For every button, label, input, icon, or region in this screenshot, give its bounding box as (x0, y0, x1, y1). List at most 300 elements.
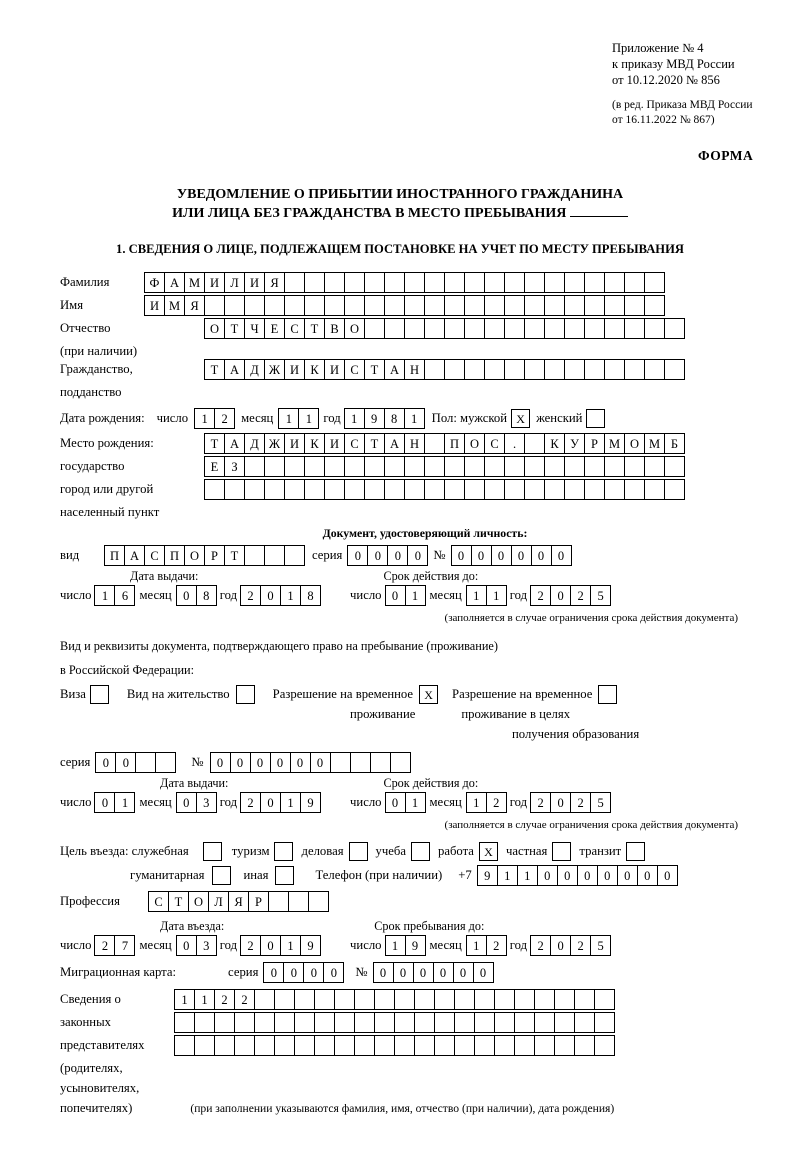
cell[interactable] (554, 1035, 575, 1056)
cell[interactable] (374, 1012, 395, 1033)
cell[interactable] (604, 456, 625, 477)
input-entry-month[interactable] (176, 935, 216, 956)
cell[interactable]: Т (304, 318, 325, 339)
input-stay-number[interactable] (210, 752, 410, 773)
cell[interactable] (304, 479, 325, 500)
cell[interactable] (534, 1035, 555, 1056)
cell[interactable] (584, 272, 605, 293)
cell[interactable]: 0 (551, 545, 572, 566)
cell[interactable] (204, 295, 225, 316)
input-citizenship[interactable] (204, 359, 684, 380)
cell[interactable] (524, 479, 545, 500)
cell[interactable] (594, 1012, 615, 1033)
cell[interactable] (564, 479, 585, 500)
cell[interactable]: П (444, 433, 465, 454)
cell[interactable] (514, 1035, 535, 1056)
cell[interactable]: 0 (94, 792, 115, 813)
cell[interactable] (584, 359, 605, 380)
cell[interactable] (424, 456, 445, 477)
cell[interactable] (544, 272, 565, 293)
cell[interactable] (394, 1012, 415, 1033)
cell[interactable] (424, 433, 445, 454)
cell[interactable]: 8 (384, 408, 405, 429)
cell[interactable]: 1 (280, 792, 301, 813)
cell[interactable]: 2 (530, 935, 551, 956)
cell[interactable] (264, 456, 285, 477)
cell[interactable]: С (144, 545, 165, 566)
checkbox-sex-female[interactable] (586, 409, 605, 428)
cell[interactable] (268, 891, 289, 912)
cell[interactable]: И (204, 272, 225, 293)
cell[interactable]: 1 (466, 585, 487, 606)
cell[interactable] (364, 318, 385, 339)
cell[interactable]: 0 (210, 752, 231, 773)
input-doc-valid-year[interactable] (530, 585, 610, 606)
cell[interactable]: Р (248, 891, 269, 912)
cell[interactable] (264, 545, 285, 566)
cell[interactable] (214, 1035, 235, 1056)
cell[interactable]: 5 (590, 935, 611, 956)
cell[interactable]: 2 (530, 585, 551, 606)
input-doc-issue-month[interactable] (176, 585, 216, 606)
input-doc-issue-day[interactable] (94, 585, 134, 606)
cell[interactable] (374, 1035, 395, 1056)
cell[interactable]: М (164, 295, 185, 316)
cell[interactable]: Ф (144, 272, 165, 293)
cell[interactable]: Ж (264, 433, 285, 454)
cell[interactable]: М (184, 272, 205, 293)
cell[interactable] (574, 1012, 595, 1033)
cell[interactable] (390, 752, 411, 773)
cell[interactable]: М (604, 433, 625, 454)
input-stay-issue-month[interactable] (176, 792, 216, 813)
cell[interactable]: Р (204, 545, 225, 566)
cell[interactable] (174, 1012, 195, 1033)
cell[interactable]: С (344, 433, 365, 454)
cell[interactable]: А (384, 359, 405, 380)
cell[interactable]: 0 (473, 962, 494, 983)
cell[interactable]: 0 (550, 935, 571, 956)
cell[interactable] (404, 456, 425, 477)
cell[interactable]: 0 (557, 865, 578, 886)
cell[interactable]: Д (244, 359, 265, 380)
cell[interactable] (524, 318, 545, 339)
cell[interactable]: 1 (280, 935, 301, 956)
cell[interactable] (135, 752, 156, 773)
cell[interactable] (350, 752, 371, 773)
cell[interactable]: О (624, 433, 645, 454)
cell[interactable] (494, 1035, 515, 1056)
cell[interactable]: 1 (298, 408, 319, 429)
cell[interactable]: С (484, 433, 505, 454)
cell[interactable]: 0 (385, 792, 406, 813)
cell[interactable]: 0 (230, 752, 251, 773)
cell[interactable]: О (344, 318, 365, 339)
cell[interactable] (504, 272, 525, 293)
input-stay-valid-day[interactable] (385, 792, 425, 813)
cell[interactable] (564, 272, 585, 293)
cell[interactable]: 0 (407, 545, 428, 566)
cell[interactable]: 8 (196, 585, 217, 606)
cell[interactable]: З (224, 456, 245, 477)
cell[interactable] (604, 479, 625, 500)
cell[interactable] (454, 1035, 475, 1056)
cell[interactable] (554, 1012, 575, 1033)
cell[interactable]: 0 (290, 752, 311, 773)
cell[interactable] (584, 479, 605, 500)
cell[interactable]: А (224, 433, 245, 454)
input-mig-number[interactable] (373, 962, 493, 983)
cell[interactable] (324, 479, 345, 500)
cell[interactable]: К (304, 433, 325, 454)
cell[interactable]: Н (404, 433, 425, 454)
cell[interactable]: Р (584, 433, 605, 454)
cell[interactable]: И (284, 433, 305, 454)
cell[interactable] (484, 272, 505, 293)
cell[interactable]: 0 (413, 962, 434, 983)
cell[interactable] (544, 318, 565, 339)
cell[interactable] (524, 272, 545, 293)
cell[interactable] (624, 456, 645, 477)
input-phone[interactable] (477, 865, 677, 886)
cell[interactable] (544, 359, 565, 380)
cell[interactable]: 5 (590, 585, 611, 606)
cell[interactable]: П (164, 545, 185, 566)
checkbox-visa[interactable] (90, 685, 109, 704)
cell[interactable] (504, 318, 525, 339)
cell[interactable] (504, 295, 525, 316)
cell[interactable] (564, 295, 585, 316)
cell[interactable] (484, 359, 505, 380)
cell[interactable] (484, 295, 505, 316)
cell[interactable]: 8 (300, 585, 321, 606)
cell[interactable] (244, 295, 265, 316)
cell[interactable]: 0 (176, 585, 197, 606)
cell[interactable] (334, 1035, 355, 1056)
cell[interactable] (384, 479, 405, 500)
cell[interactable] (234, 1012, 255, 1033)
cell[interactable] (644, 295, 665, 316)
cell[interactable] (244, 479, 265, 500)
cell[interactable] (444, 318, 465, 339)
cell[interactable] (474, 1012, 495, 1033)
cell[interactable]: Т (168, 891, 189, 912)
cell[interactable] (308, 891, 329, 912)
cell[interactable]: О (204, 318, 225, 339)
cell[interactable] (314, 1035, 335, 1056)
cell[interactable] (644, 318, 665, 339)
cell[interactable]: 0 (303, 962, 324, 983)
cell[interactable] (434, 989, 455, 1010)
cell[interactable] (374, 989, 395, 1010)
cell[interactable] (394, 989, 415, 1010)
cell[interactable]: 2 (240, 792, 261, 813)
cell[interactable] (155, 752, 176, 773)
cell[interactable]: 0 (511, 545, 532, 566)
checkbox-purpose-study[interactable] (411, 842, 430, 861)
input-stay-issue-day[interactable] (94, 792, 134, 813)
cell[interactable] (288, 891, 309, 912)
cell[interactable]: 1 (194, 989, 215, 1010)
cell[interactable]: 9 (364, 408, 385, 429)
cell[interactable]: С (344, 359, 365, 380)
cell[interactable] (584, 456, 605, 477)
cell[interactable]: С (148, 891, 169, 912)
cell[interactable] (514, 989, 535, 1010)
cell[interactable]: Я (184, 295, 205, 316)
cell[interactable] (444, 479, 465, 500)
cell[interactable] (604, 318, 625, 339)
cell[interactable] (414, 1012, 435, 1033)
cell[interactable] (364, 295, 385, 316)
cell[interactable] (534, 989, 555, 1010)
cell[interactable] (444, 272, 465, 293)
cell[interactable]: 0 (385, 585, 406, 606)
input-surname[interactable] (144, 272, 664, 293)
cell[interactable]: 1 (344, 408, 365, 429)
input-doc-series[interactable] (347, 545, 427, 566)
cell[interactable] (424, 359, 445, 380)
cell[interactable]: 1 (405, 585, 426, 606)
input-doc-number[interactable] (451, 545, 571, 566)
cell[interactable] (334, 989, 355, 1010)
input-stay-until-month[interactable] (466, 935, 506, 956)
cell[interactable] (264, 479, 285, 500)
input-stay-valid-year[interactable] (530, 792, 610, 813)
input-birth-place-row1[interactable] (204, 433, 684, 454)
cell[interactable]: Л (208, 891, 229, 912)
checkbox-edu-residence[interactable] (598, 685, 617, 704)
cell[interactable] (370, 752, 391, 773)
cell[interactable]: 1 (94, 585, 115, 606)
cell[interactable] (554, 989, 575, 1010)
cell[interactable]: 2 (570, 935, 591, 956)
checkbox-purpose-tourism[interactable] (274, 842, 293, 861)
cell[interactable] (284, 295, 305, 316)
cell[interactable]: 0 (310, 752, 331, 773)
cell[interactable] (394, 1035, 415, 1056)
cell[interactable] (314, 989, 335, 1010)
cell[interactable] (544, 456, 565, 477)
cell[interactable] (464, 456, 485, 477)
cell[interactable]: 2 (570, 585, 591, 606)
cell[interactable] (404, 272, 425, 293)
cell[interactable]: 0 (531, 545, 552, 566)
cell[interactable]: 0 (260, 792, 281, 813)
cell[interactable]: К (304, 359, 325, 380)
checkbox-purpose-work[interactable]: X (479, 842, 498, 861)
cell[interactable]: 0 (393, 962, 414, 983)
input-name[interactable] (144, 295, 664, 316)
checkbox-purpose-humanitarian[interactable] (212, 866, 231, 885)
cell[interactable]: Е (264, 318, 285, 339)
cell[interactable]: 1 (466, 792, 487, 813)
input-birth-day[interactable] (194, 408, 234, 429)
cell[interactable] (594, 1035, 615, 1056)
cell[interactable] (414, 1035, 435, 1056)
cell[interactable]: 9 (300, 935, 321, 956)
cell[interactable] (624, 318, 645, 339)
cell[interactable] (464, 295, 485, 316)
cell[interactable] (534, 1012, 555, 1033)
cell[interactable] (344, 272, 365, 293)
cell[interactable]: Ч (244, 318, 265, 339)
cell[interactable]: 0 (471, 545, 492, 566)
cell[interactable]: 1 (517, 865, 538, 886)
cell[interactable]: О (464, 433, 485, 454)
cell[interactable] (204, 479, 225, 500)
checkbox-purpose-private[interactable] (552, 842, 571, 861)
cell[interactable]: 0 (453, 962, 474, 983)
cell[interactable]: 3 (196, 935, 217, 956)
cell[interactable] (194, 1035, 215, 1056)
cell[interactable]: 3 (196, 792, 217, 813)
cell[interactable] (174, 1035, 195, 1056)
cell[interactable]: 0 (176, 792, 197, 813)
cell[interactable] (474, 1035, 495, 1056)
cell[interactable] (504, 456, 525, 477)
cell[interactable]: 0 (491, 545, 512, 566)
cell[interactable]: Т (224, 318, 245, 339)
cell[interactable] (504, 479, 525, 500)
cell[interactable]: 0 (263, 962, 284, 983)
input-legal-rep-row2[interactable] (174, 1012, 614, 1033)
cell[interactable]: 2 (486, 792, 507, 813)
cell[interactable]: Н (404, 359, 425, 380)
checkbox-residence[interactable] (236, 685, 255, 704)
cell[interactable]: 0 (451, 545, 472, 566)
cell[interactable]: 6 (114, 585, 135, 606)
cell[interactable] (564, 359, 585, 380)
input-stay-series[interactable] (95, 752, 175, 773)
cell[interactable] (604, 272, 625, 293)
cell[interactable] (294, 1035, 315, 1056)
cell[interactable]: О (184, 545, 205, 566)
input-legal-rep-row3[interactable] (174, 1035, 614, 1056)
cell[interactable] (404, 318, 425, 339)
cell[interactable]: 1 (385, 935, 406, 956)
cell[interactable]: 0 (347, 545, 368, 566)
cell[interactable]: И (324, 433, 345, 454)
cell[interactable]: П (104, 545, 125, 566)
cell[interactable]: 0 (597, 865, 618, 886)
cell[interactable]: 0 (433, 962, 454, 983)
cell[interactable]: Л (224, 272, 245, 293)
cell[interactable] (264, 295, 285, 316)
cell[interactable]: 1 (194, 408, 215, 429)
cell[interactable] (664, 456, 685, 477)
cell[interactable]: У (564, 433, 585, 454)
cell[interactable] (314, 1012, 335, 1033)
cell[interactable] (274, 989, 295, 1010)
cell[interactable]: 1 (174, 989, 195, 1010)
input-birth-place-row3[interactable] (204, 479, 684, 500)
cell[interactable] (284, 272, 305, 293)
cell[interactable] (494, 989, 515, 1010)
cell[interactable] (664, 359, 685, 380)
cell[interactable] (624, 272, 645, 293)
cell[interactable]: 0 (115, 752, 136, 773)
cell[interactable]: А (384, 433, 405, 454)
cell[interactable]: 0 (387, 545, 408, 566)
cell[interactable] (284, 545, 305, 566)
cell[interactable]: 0 (283, 962, 304, 983)
cell[interactable]: 0 (550, 792, 571, 813)
checkbox-purpose-other[interactable] (275, 866, 294, 885)
cell[interactable]: Ж (264, 359, 285, 380)
cell[interactable] (214, 1012, 235, 1033)
cell[interactable] (304, 272, 325, 293)
cell[interactable] (544, 479, 565, 500)
cell[interactable] (424, 318, 445, 339)
cell[interactable] (364, 456, 385, 477)
cell[interactable] (324, 456, 345, 477)
cell[interactable] (384, 272, 405, 293)
cell[interactable] (524, 295, 545, 316)
cell[interactable] (244, 545, 265, 566)
cell[interactable]: Т (204, 433, 225, 454)
cell[interactable]: И (284, 359, 305, 380)
cell[interactable] (474, 989, 495, 1010)
cell[interactable]: 1 (114, 792, 135, 813)
cell[interactable]: 0 (550, 585, 571, 606)
cell[interactable] (464, 359, 485, 380)
cell[interactable] (594, 989, 615, 1010)
cell[interactable] (564, 456, 585, 477)
cell[interactable] (574, 989, 595, 1010)
cell[interactable]: Я (228, 891, 249, 912)
cell[interactable]: Т (204, 359, 225, 380)
cell[interactable]: Е (204, 456, 225, 477)
checkbox-purpose-service[interactable] (203, 842, 222, 861)
cell[interactable] (354, 1012, 375, 1033)
cell[interactable] (564, 318, 585, 339)
cell[interactable]: . (504, 433, 525, 454)
cell[interactable] (664, 318, 685, 339)
input-stay-until-day[interactable] (385, 935, 425, 956)
cell[interactable]: 1 (280, 585, 301, 606)
input-doc-issue-year[interactable] (240, 585, 320, 606)
checkbox-purpose-business[interactable] (349, 842, 368, 861)
cell[interactable] (454, 1012, 475, 1033)
cell[interactable] (444, 456, 465, 477)
cell[interactable]: 0 (617, 865, 638, 886)
cell[interactable]: 9 (405, 935, 426, 956)
cell[interactable] (504, 359, 525, 380)
cell[interactable] (244, 456, 265, 477)
cell[interactable]: И (324, 359, 345, 380)
checkbox-temp-residence[interactable]: X (419, 685, 438, 704)
input-mig-series[interactable] (263, 962, 343, 983)
cell[interactable]: 7 (114, 935, 135, 956)
cell[interactable] (194, 1012, 215, 1033)
cell[interactable] (454, 989, 475, 1010)
cell[interactable]: А (224, 359, 245, 380)
cell[interactable]: 0 (95, 752, 116, 773)
cell[interactable]: 0 (323, 962, 344, 983)
cell[interactable] (384, 318, 405, 339)
cell[interactable] (644, 272, 665, 293)
cell[interactable] (404, 295, 425, 316)
cell[interactable] (384, 295, 405, 316)
cell[interactable]: 9 (477, 865, 498, 886)
cell[interactable]: 1 (404, 408, 425, 429)
cell[interactable] (304, 295, 325, 316)
cell[interactable] (484, 318, 505, 339)
cell[interactable]: 0 (577, 865, 598, 886)
cell[interactable] (464, 272, 485, 293)
cell[interactable] (414, 989, 435, 1010)
